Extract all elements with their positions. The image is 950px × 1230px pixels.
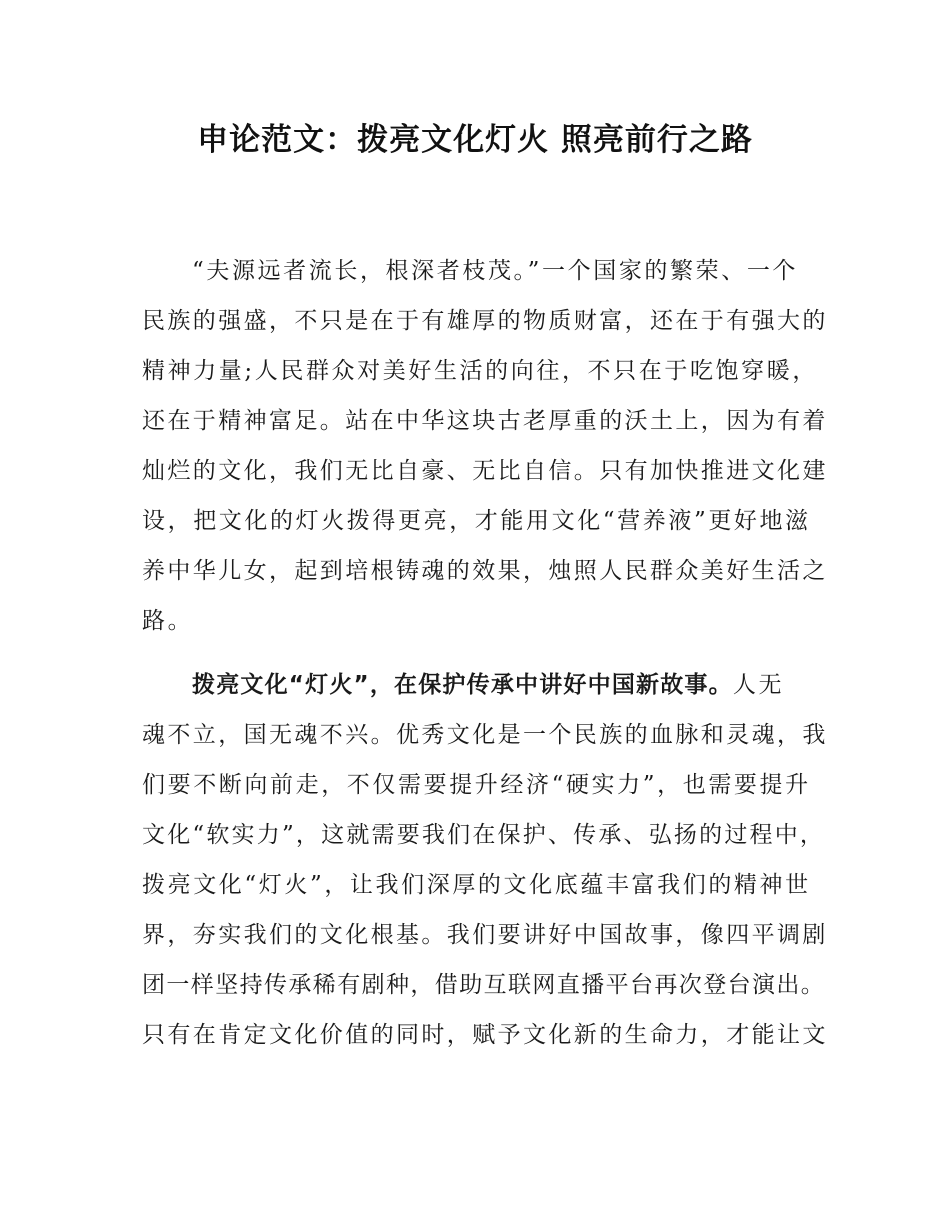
paragraph-1-line: 设，把文化的灯火拨得更亮，才能用文化“营养液”更好地滋 [142, 508, 811, 534]
document-title: 申论范文：拨亮文化灯火 照亮前行之路 [197, 122, 753, 158]
paragraph-2-first-line [192, 660, 784, 710]
paragraph-1-line: 民族的强盛，不只是在于有雄厚的物质财富，还在于有强大的 [142, 308, 828, 334]
paragraph-2-line: 只有在肯定文化价值的同时，赋予文化新的生命力，才能让文 [142, 1022, 828, 1048]
paragraph-2-lead-heading: 拨亮文化“灯火”，在保护传承中讲好中国新故事。 [192, 672, 733, 698]
paragraph-1-line: 精神力量;人民群众对美好生活的向往，不只在于吃饱穿暖， [142, 358, 818, 384]
paragraph-2-line: 拨亮文化“灯火”，让我们深厚的文化底蕴丰富我们的精神世 [142, 872, 811, 898]
paragraph-2-first-line-rest: 人无 [732, 672, 785, 698]
paragraph-1-line: 还在于精神富足。站在中华这块古老厚重的沃土上，因为有着 [142, 408, 828, 434]
paragraph-2-line: 团一样坚持传承稀有剧种，借助互联网直播平台再次登台演出。 [142, 972, 826, 998]
paragraph-1-line: 养中华儿女，起到培根铸魂的效果，烛照人民群众美好生活之 [142, 558, 828, 584]
paragraph-2-line: 文化“软实力”，这就需要我们在保护、传承、弘扬的过程中， [142, 822, 826, 848]
paragraph-1-line: “夫源远者流长，根深者枝茂。”一个国家的繁荣、一个 [192, 258, 799, 284]
paragraph-2-line: 们要不断向前走，不仅需要提升经济“硬实力”，也需要提升 [142, 772, 811, 798]
paragraph-2-line: 魂不立，国无魂不兴。优秀文化是一个民族的血脉和灵魂，我 [142, 722, 828, 748]
paragraph-2-line: 界，夯实我们的文化根基。我们要讲好中国故事，像四平调剧 [142, 922, 828, 948]
paragraph-1-line: 路。 [142, 608, 194, 634]
paragraph-1-line: 灿烂的文化，我们无比自豪、无比自信。只有加快推进文化建 [142, 458, 828, 484]
